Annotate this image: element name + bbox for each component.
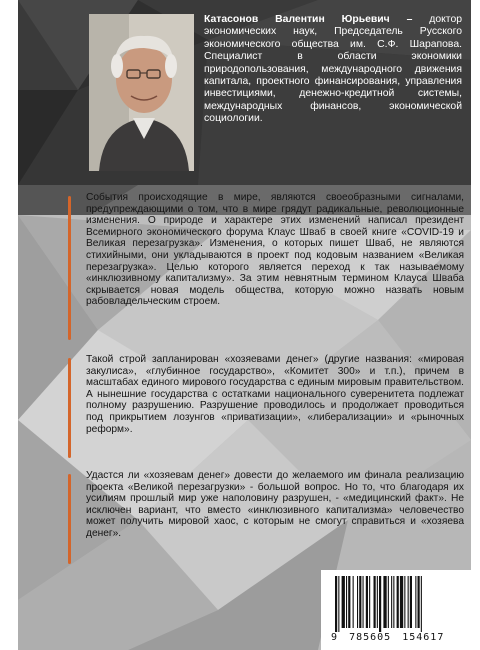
author-bio-text: доктор экономических наук, Председатель Русского экономического общества им. С.Ф. Шарапова. Специалист в области экономики природопользования, международного движения капитала, проектного финансирования, управления инвестициями, денежно-кредитной системы, международных финансов, экономической социологии. xyxy=(204,14,463,125)
barcode-first-digit: 9 xyxy=(331,632,339,643)
accent-bar xyxy=(68,196,71,340)
accent-bar xyxy=(68,358,71,458)
book-back-cover xyxy=(18,0,471,650)
annotation-paragraph-3: Удастся ли «хозяевам денег» довести до желаемого им финала реализацию проекта «Великой перезагрузки» - большой вопрос. Но то, что благодаря их усилиям прошлый мир уже наполовину разрушен, - «медицинский факт». Не исключен вариант, что вместо «инклюзивного капитализма» человечество может получить мировой хаос, с которым не смогут справиться и «хозяева денег». xyxy=(86,470,464,539)
author-name: Катасонов Валентин Юрьевич – xyxy=(204,14,413,25)
barcode-right-group: 154617 xyxy=(402,632,445,643)
author-bio xyxy=(204,14,462,126)
isbn-barcode xyxy=(321,570,471,650)
annotation-paragraph-2: Такой строй запланирован «хозяевами денег» (другие названия: «мировая закулиса», «глубинное государство», «Комитет 300» и т.п.), причем в масштабах единого мирового государства с единым мировым правительством. А нынешние государства с остатками национального суверенитета подлежат полному разрушению. Разрушение проводилось и продолжает проводиться под прикрытием лозунгов «приватизации», «либерализации» и «рыночных реформ». xyxy=(86,354,464,435)
barcode-left-group: 785605 xyxy=(349,632,392,643)
accent-bar xyxy=(68,474,71,564)
barcode-bars xyxy=(333,576,459,632)
barcode-digits xyxy=(331,632,463,643)
author-photo xyxy=(89,14,194,171)
annotation-paragraph-1: События происходящие в мире, являются своеобразными сигналами, предупреждающими о том, что в мире грядут радикальные, революционные изменения. О природе и характере этих изменений написал президент Всемирного экономического форума Клаус Шваб в своей книге «COVID-19 и Великая перезагрузка». Изменения, о которых пишет Шваб, не являются стихийными, они укладываются в проект под кодовым названием «Великая перезагрузка». Целью которого является переход к так называемому «инклюзивному капитализму». За этим невнятным термином Клауса Шваба скрывается новая модель общества, которую можно назвать новым рабовладельческим строем. xyxy=(86,192,464,308)
